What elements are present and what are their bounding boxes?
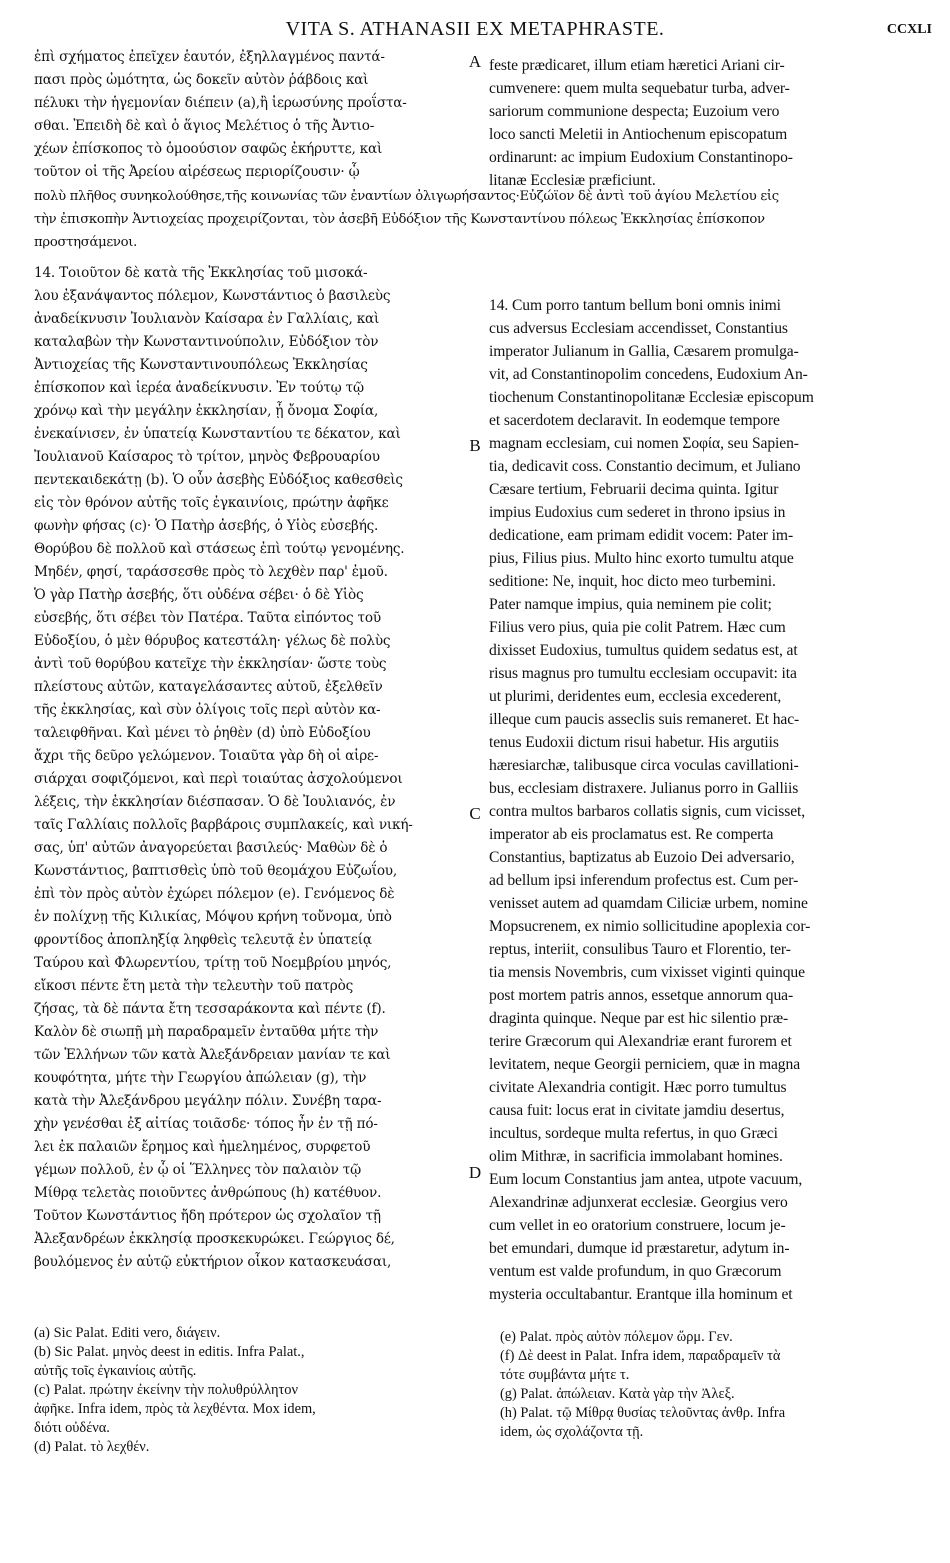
- footnote-line: (b) Sic Palat. μηνὸς deest in editis. Infra Palat.,: [34, 1344, 305, 1360]
- running-title: VITA S. ATHANASII EX METAPHRASTE.: [285, 18, 665, 40]
- latin-text-line: terire Græcorum qui Alexandriæ erant furorem et: [489, 1033, 792, 1050]
- latin-text-line: causa fuit: locus erat in civitate jamdiu desertus,: [489, 1102, 785, 1119]
- greek-column-top: [34, 46, 468, 184]
- greek-text-line: Ἀλεξανδρέων ἐκκλησίᾳ προσκεκυρώκει. Γεώργιος δέ,: [34, 1231, 395, 1247]
- latin-text-line: Alexandrinæ adjunxerat ecclesiæ. Georgius vero: [489, 1194, 788, 1211]
- latin-text-line: bus, ecclesiam distraxere. Julianus porro in Galliis: [489, 780, 799, 797]
- margin-letter-c: C: [469, 804, 481, 823]
- greek-text-line: Καλὸν δὲ σιωπῇ μὴ παραδραμεῖν ἐνταῦθα μήτε τὴν: [34, 1024, 379, 1040]
- latin-column-top: [489, 54, 933, 192]
- latin-text-line: vit, ad Constantinopolim concedens, Eudoxium An-: [489, 366, 808, 383]
- greek-text-line: πολὺ πλῆθος συνηκολούθησε,τῆς κοινωνίας τῶν ἐναντίων ὀλιγωρήσαντος·Εὐζώϊον δὲ ἀντὶ τοῦ ἁγίου Μελετίου εἰς: [34, 189, 779, 204]
- greek-text-line: χὴν γενέσθαι ἐξ αἰτίας τοιᾶσδε· τόπος ἦν ἐν τῇ πό-: [34, 1116, 378, 1132]
- footnote-line: τότε συμβάντα μήτε τ.: [500, 1367, 630, 1383]
- footnote-line: (c) Palat. πρώτην ἐκείνην τὴν πολυθρύλλητον: [34, 1382, 298, 1398]
- latin-text-line: et sacerdotem declaravit. In eodemque tempore: [489, 412, 780, 429]
- latin-text-line: imperator ab eis proclamatus est. Re comperta: [489, 826, 774, 843]
- footnotes-left: [34, 1324, 474, 1457]
- latin-text-line: Pater namque impius, quia neminem pie colit;: [489, 596, 772, 613]
- latin-text-line: cus adversus Ecclesiam accendisset, Constantius: [489, 320, 788, 337]
- footnote-line: (a) Sic Palat. Editi vero, διάγειν.: [34, 1325, 221, 1341]
- greek-text-line: ἐν πολίχνῃ τῆς Κιλικίας, Μόψου κρήνη τοὔνομα, ὑπὸ: [34, 909, 392, 925]
- greek-text-line: Ἰουλιανοῦ Καίσαρος τὸ τρίτον, μηνὸς Φεβρουαρίου: [34, 449, 380, 465]
- greek-text-line: Ὁ γὰρ Πατὴρ ἀσεβής, ὅτι οὐδένα σέβει· ὁ δὲ Υἱὸς: [34, 587, 364, 603]
- latin-text-line: cum vellet in eo oratorium construere, locum je-: [489, 1217, 786, 1234]
- greek-text-line: Μίθρᾳ τελετὰς ποιοῦντες ἀνθρώπους (h) κατέθυον.: [34, 1185, 382, 1201]
- greek-full-width-lines: [34, 185, 934, 254]
- latin-text-line: sariorum communione despecta; Euzoium vero: [489, 103, 780, 120]
- greek-text-line: Κωνστάντιος, βαπτισθεὶς ὑπὸ τοῦ θεομάχου Εὐζωΐου,: [34, 863, 397, 879]
- margin-letter-d: D: [468, 1163, 482, 1182]
- greek-text-line: ζήσας, τὰ δὲ πάντα ἔτη τεσσαράκοντα καὶ πέντε (f).: [34, 1001, 386, 1017]
- latin-text-line: pius, Filius pius. Multo hinc exorto tumultu atque: [489, 550, 794, 567]
- greek-text-line: πασι πρὸς ὠμότητα, ὡς δοκεῖν αὐτὸν ῥάβδοις καὶ: [34, 72, 369, 88]
- greek-text-line: πεντεκαιδεκάτῃ (b). Ὁ οὖν ἀσεβὴς Εὐδόξιος καθεσθεὶς: [34, 472, 403, 488]
- latin-text-line: incultus, sordeque multa refertus, in quo Græci: [489, 1125, 778, 1142]
- greek-text-line: σθαι. Ἐπειδὴ δὲ καὶ ὁ ἅγιος Μελέτιος ὁ τῆς Ἀντιο-: [34, 118, 375, 134]
- footnote-line: (e) Palat. πρὸς αὐτὸν πόλεμον ὥρμ. Γεν.: [500, 1329, 733, 1345]
- greek-text-line: φροντίδος ἀποπληξίᾳ ληφθεὶς τελευτᾷ ἐν ὑπατείᾳ: [34, 932, 372, 948]
- footnote-line: (f) Δὲ deest in Palat. Infra idem, παραδραμεῖν τὰ: [500, 1348, 781, 1364]
- footnote-line: (g) Palat. ἀπώλειαν. Κατὰ γὰρ τὴν Ἀλεξ.: [500, 1386, 735, 1402]
- greek-text-line: εὐσεβής, ὅτι σέβει τὸν Πατέρα. Ταῦτα εἰπόντος τοῦ: [34, 610, 381, 626]
- greek-text-line: καταλαβὼν τὴν Κωνσταντινούπολιν, Εὐδόξιον τὸν: [34, 334, 379, 350]
- footnote-line: διότι οὐδένα.: [34, 1420, 110, 1436]
- footnote-line: αὐτῆς τοῖς ἐγκαινίοις αὐτῆς.: [34, 1363, 197, 1379]
- latin-text-line: tia, dedicavit coss. Constantio decimum, et Juliano: [489, 458, 801, 475]
- margin-letter-a: A: [468, 52, 482, 71]
- latin-column-main: [489, 294, 933, 1306]
- greek-text-line: ἐπὶ τὸν πρὸς αὐτὸν ἐχώρει πόλεμον (e). Γενόμενος δὲ: [34, 886, 395, 902]
- latin-text-line: Filius vero pius, quia pie colit Patrem. Hæc cum: [489, 619, 786, 636]
- latin-text-line: loco sancti Meletii in Antiochenum episcopatum: [489, 126, 788, 143]
- greek-text-line: πέλυκι τὴν ἡγεμονίαν διέπειν (a),ἢ ἱερωσύνης προΐστα-: [34, 95, 407, 111]
- greek-text-line: ταλειφθῆναι. Καὶ μένει τὸ ῥηθὲν (d) ὑπὸ Εὐδοξίου: [34, 725, 371, 741]
- greek-text-line: κατὰ τὴν Ἀλεξάνδρου μεγάλην πόλιν. Συνέβη ταρα-: [34, 1093, 382, 1109]
- greek-text-line: Ἀντιοχείας τῆς Κωνσταντινουπόλεως Ἐκκλησίας: [34, 357, 368, 373]
- greek-text-line: ἐπὶ σχήματος ἐπεῖχεν ἑαυτόν, ἐξηλλαγμένος παντά-: [34, 49, 385, 65]
- footnote-line: idem, ὡς σχολάζοντα τῇ.: [500, 1424, 644, 1440]
- latin-text-line: levitatem, neque Georgii perniciem, quæ in magna: [489, 1056, 801, 1073]
- greek-text-line: τοῦτον οἱ τῆς Ἀρείου αἱρέσεως περιορίζουσιν· ᾧ: [34, 164, 360, 180]
- latin-text-line: hæresiarchæ, talibusque circa voculas cavillationi-: [489, 757, 799, 774]
- greek-text-line: σας, ὑπ' αὐτῶν ἀναγορεύεται βασιλεύς· Μαθὼν δὲ ὁ: [34, 840, 388, 856]
- greek-text-line: γέμων πολλοῦ, ἐν ᾧ οἱ Ἕλληνες τὸν παλαιὸν τῷ: [34, 1162, 362, 1178]
- latin-text-line: reptus, interiit, consulibus Tauro et Florentio, ter-: [489, 941, 791, 958]
- margin-letter-b: B: [469, 436, 481, 455]
- greek-text-line: κουφότητα, μήτε τὴν Γεωργίου ἀπώλειαν (g), τὴν: [34, 1070, 367, 1086]
- greek-text-line: τὴν ἐπισκοπὴν Ἀντιοχείας προχειρίζονται, τὸν ἀσεβῆ Εὐδόξιον τῆς Κωνσταντίνου πόλεως Ἐκκλησίας ἐπίσκοπον: [34, 212, 765, 227]
- latin-text-line: 14. Cum porro tantum bellum boni omnis inimi: [489, 297, 781, 314]
- greek-text-line: τῆς ἐκκλησίας, καὶ σὺν ὀλίγοις τοῖς περὶ αὐτὸν κα-: [34, 702, 381, 718]
- greek-text-line: τῶν Ἑλλήνων τῶν κατὰ Ἀλεξάνδρειαν μανίαν τε καὶ: [34, 1047, 391, 1063]
- greek-text-line: προστησάμενοι.: [34, 235, 137, 250]
- latin-text-line: contra multos barbaros collatis signis, cum vicisset,: [489, 803, 806, 820]
- greek-text-line: λέξεις, τὴν ἐκκλησίαν διέσπασαν. Ὁ δὲ Ἰουλιανός, ἐν: [34, 794, 396, 810]
- latin-text-line: tiochenum Constantinopolitanæ Ecclesiæ episcopum: [489, 389, 814, 406]
- latin-text-line: seditione: Ne, inquit, hoc dicto meo turbemini.: [489, 573, 776, 590]
- greek-text-line: ἀντὶ τοῦ θορύβου κατεῖχε τὴν ἐκκλησίαν· ὥστε τοὺς: [34, 656, 387, 672]
- greek-text-line: ἐνεκαίνισεν, ἐν ὑπατείᾳ Κωνσταντίου τε δέκατον, καὶ: [34, 426, 401, 442]
- latin-text-line: ut plurimi, deridentes eum, ecclesia excederent,: [489, 688, 782, 705]
- greek-text-line: Εὐδοξίου, ὁ μὲν θόρυβος κατεστάλη· γέλως δὲ πολὺς: [34, 633, 391, 649]
- greek-text-line: χρόνῳ καὶ τὴν μεγάλην ἐκκλησίαν, ᾗ ὄνομα Σοφία,: [34, 403, 379, 419]
- latin-text-line: Mopsucrenem, ex nimio sollicitudine apoplexia cor-: [489, 918, 811, 935]
- footnote-line: (d) Palat. τὸ λεχθέν.: [34, 1439, 150, 1455]
- latin-text-line: ventum est valde profundum, in quo Græcorum: [489, 1263, 782, 1280]
- footnote-line: ἀφῆκε. Infra idem, πρὸς τὰ λεχθέντα. Mox idem,: [34, 1401, 316, 1417]
- greek-text-line: 14. Τοιοῦτον δὲ κατὰ τῆς Ἐκκλησίας τοῦ μισοκά-: [34, 265, 368, 281]
- latin-text-line: illeque cum paucis asseclis suis remaneret. Et hac-: [489, 711, 800, 728]
- latin-text-line: draginta quinque. Neque par est hic silentio præ-: [489, 1010, 789, 1027]
- latin-text-line: impius Eudoxius cum sederet in throno ipsius in: [489, 504, 786, 521]
- greek-column-main: [34, 262, 468, 1274]
- greek-text-line: Μηδέν, φησί, ταράσσεσθε πρὸς τὸ λεχθὲν παρ' ἐμοῦ.: [34, 564, 388, 580]
- greek-text-line: ἀναδείκνυσιν Ἰουλιανὸν Καίσαρα ἐν Γαλλίαις, καὶ: [34, 311, 380, 327]
- greek-text-line: χέων ἐπίσκοπος τὸ ὁμοούσιον σαφῶς ἐκήρυττε, καὶ: [34, 141, 383, 157]
- greek-text-line: βουλόμενος ἐν αὐτῷ εὐκτήριον οἶκον κατασκευάσαι,: [34, 1254, 392, 1270]
- latin-text-line: bet emundari, dumque id præstaretur, adytum in-: [489, 1240, 790, 1257]
- latin-text-line: dixisset Eudoxius, tumultus quidem sedatus est, at: [489, 642, 798, 659]
- footnotes-right: [500, 1328, 940, 1442]
- greek-text-line: εἰς τὸν θρόνον αὐτῆς τοῖς ἐγκαινίοις, πρώτην ἀφῆκε: [34, 495, 389, 511]
- greek-text-line: εἴκοσι πέντε ἔτη μετὰ τὴν τελευτὴν τοῦ πατρὸς: [34, 978, 353, 994]
- latin-text-line: post mortem patris annos, essetque annorum qua-: [489, 987, 794, 1004]
- greek-text-line: Τοῦτον Κωνστάντιος ἤδη πρότερον ὡς σχολαῖον τῇ: [34, 1208, 381, 1224]
- latin-text-line: litanæ Ecclesiæ præficiunt.: [489, 172, 656, 189]
- greek-text-line: Θορύβου δὲ πολλοῦ καὶ στάσεως ἐπὶ τούτῳ γενομένης.: [34, 541, 405, 557]
- page-number: CCXLI: [886, 22, 932, 37]
- latin-text-line: ordinarunt: ac impium Eudoxium Constantinopo-: [489, 149, 793, 166]
- latin-text-line: mysteria occultabantur. Erantque illa hominum et: [489, 1286, 793, 1303]
- latin-text-line: feste prædicaret, illum etiam hæretici Ariani cir-: [489, 57, 785, 74]
- greek-text-line: πλείστους αὐτῶν, καταγελάσαντες αὐτοῦ, ἐξελθεῖν: [34, 679, 383, 695]
- greek-text-line: σιάρχαι σοφιζόμενοι, καὶ περὶ τοιαύτας ἀσχολούμενοι: [34, 771, 403, 787]
- greek-text-line: φωνὴν φήσας (c)· Ὁ Πατὴρ ἀσεβής, ὁ Υἱὸς εὐσεβής.: [34, 518, 379, 534]
- footnote-line: (h) Palat. τῷ Μίθρᾳ θυσίας τελοῦντας ἀνθρ. Infra: [500, 1405, 786, 1421]
- latin-text-line: imperator Julianum in Gallia, Cæsarem promulga-: [489, 343, 799, 360]
- latin-text-line: civitate Alexandria contigit. Hæc porro tumultus: [489, 1079, 787, 1096]
- page-header: [0, 16, 950, 46]
- latin-text-line: Eum locum Constantius jam antea, utpote vacuum,: [489, 1171, 803, 1188]
- greek-text-line: ταῖς Γαλλίαις πολλοῖς βαρβάροις συμπλακείς, καὶ νική-: [34, 817, 413, 833]
- latin-text-line: Cæsare tertium, Februarii decima quinta. Igitur: [489, 481, 779, 498]
- greek-text-line: Ταύρου καὶ Φλωρεντίου, τρίτῃ τοῦ Νοεμβρίου μηνός,: [34, 955, 392, 971]
- latin-text-line: tia mensis Novembris, cum vixisset viginti quinque: [489, 964, 805, 981]
- latin-text-line: ad bellum ipsi inferendum profectus est. Cum per-: [489, 872, 799, 889]
- latin-text-line: olim Mithræ, in sacrificia immolabant homines.: [489, 1148, 783, 1165]
- latin-text-line: tenus Eudoxii dictum risui habetur. His argutiis: [489, 734, 779, 751]
- latin-text-line: risus magnus pro tumultu ecclesiam occupavit: ita: [489, 665, 797, 682]
- greek-text-line: λου ἐξανάψαντος πόλεμον, Κωνστάντιος ὁ βασιλεὺς: [34, 288, 391, 304]
- greek-text-line: ἐπίσκοπον καὶ ἱερέα ἀναδείκνυσιν. Ἐν τούτῳ τῷ: [34, 380, 364, 396]
- latin-text-line: cumvenere: quem multa sequebatur turba, adver-: [489, 80, 790, 97]
- latin-text-line: magnam ecclesiam, cui nomen Σοφία, seu Sapien-: [489, 435, 799, 452]
- greek-text-line: λει ἐκ παλαιῶν ἔρημος καὶ ἠμελημένος, συρφετοῦ: [34, 1139, 371, 1155]
- latin-text-line: dedicatione, eam primam edidit vocem: Pater im-: [489, 527, 794, 544]
- greek-text-line: ἄχρι τῆς δεῦρο γελώμενον. Τοιαῦτα γὰρ δὴ οἱ αἱρε-: [34, 748, 379, 764]
- latin-text-line: venisset autem ad quamdam Ciliciæ urbem, nomine: [489, 895, 808, 912]
- latin-text-line: Constantius, baptizatus ab Euzoio Dei adversario,: [489, 849, 795, 866]
